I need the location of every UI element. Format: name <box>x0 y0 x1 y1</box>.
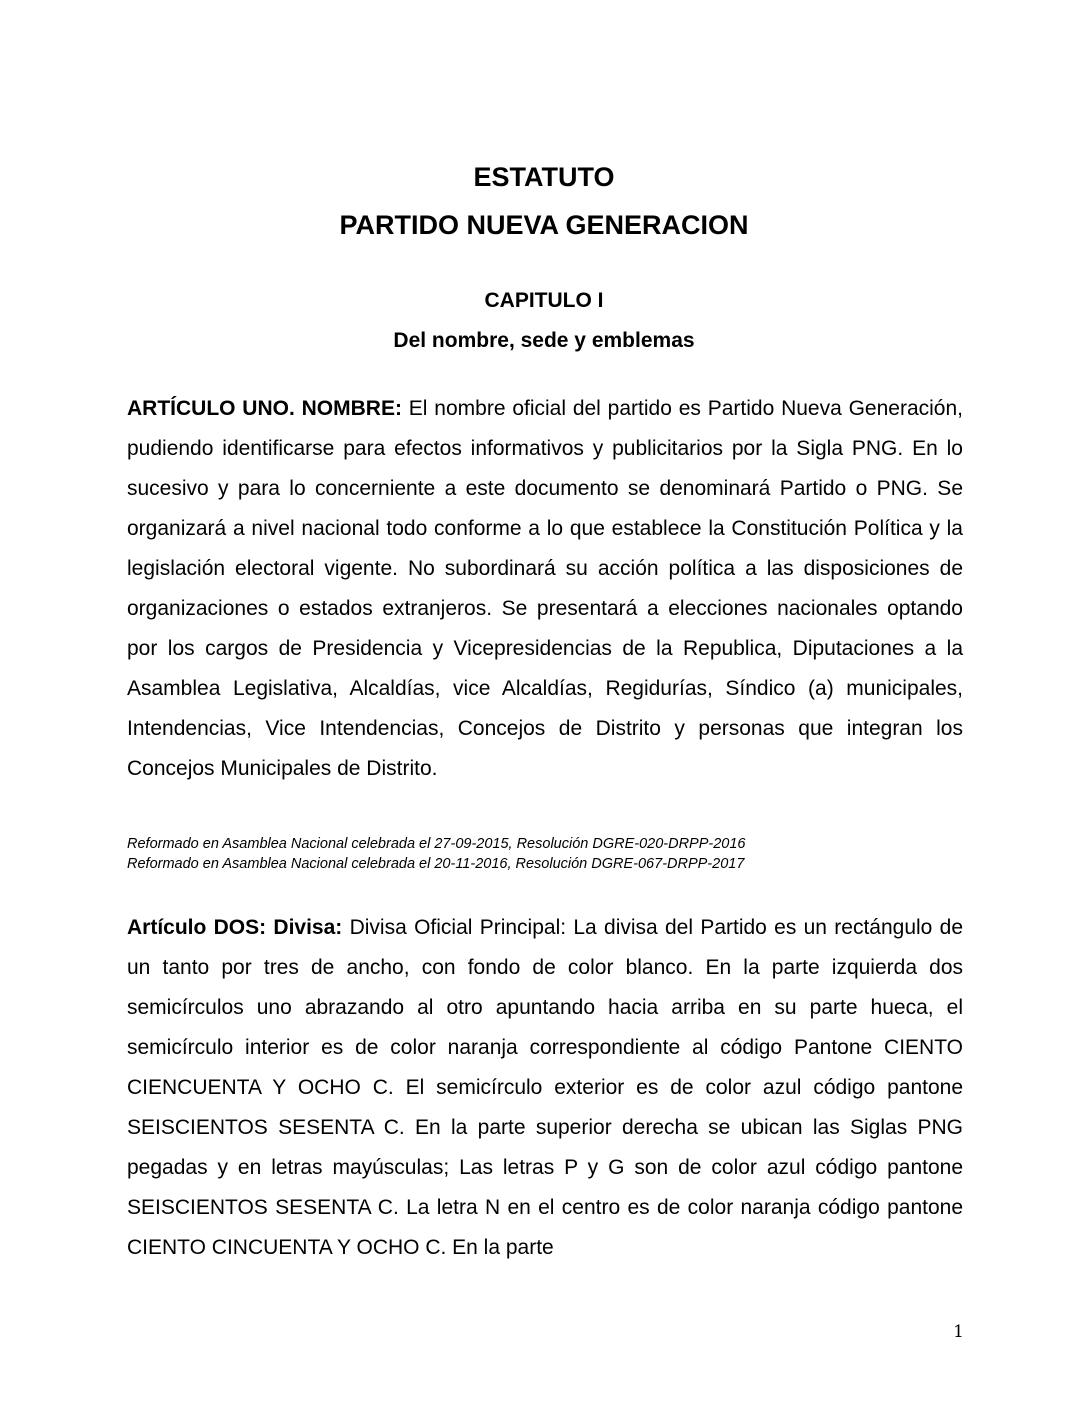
article-two-paragraph <box>127 908 963 1268</box>
article-one-lead: ARTÍCULO UNO. NOMBRE: <box>127 397 402 420</box>
reform-note: Reformado en Asamblea Nacional celebrada el 20-11-2016, Resolución DGRE-067-DRPP-2017 <box>127 856 745 872</box>
chapter-label: CAPITULO I <box>484 289 604 312</box>
document-title: ESTATUTO <box>473 162 615 192</box>
article-one-paragraph <box>127 389 963 789</box>
party-name-title: PARTIDO NUEVA GENERACION <box>339 210 749 240</box>
article-two-text: Divisa Oficial Principal: La divisa del Partido es un rectángulo de un tanto por tres de ancho, con fondo de color blanco. En la parte izquierda dos semicírculos uno abrazando al otro apuntando hacia arriba en su parte hueca, el semicírculo interior es de color naranja correspondiente al código Pantone CIENTO CIENCUENTA Y OCHO C. El semicírculo exterior es de color azul código pantone SEISCIENTOS SESENTA C. En la parte superior derecha se ubican las Siglas PNG pegadas y en letras mayúsculas; Las letras P y G son de color azul código pantone SEISCIENTOS SESENTA C. La letra N en el centro es de color naranja código pantone CIENTO CINCUENTA Y OCHO C. En la parte <box>127 916 963 1259</box>
reform-note: Reformado en Asamblea Nacional celebrada el 27-09-2015, Resolución DGRE-020-DRPP-2016 <box>127 836 746 852</box>
reform-notes <box>127 834 963 874</box>
page-number: 1 <box>953 1322 964 1342</box>
chapter-heading: Del nombre, sede y emblemas <box>393 329 695 352</box>
article-two-lead: Artículo DOS: Divisa: <box>127 916 343 939</box>
article-one-text: El nombre oficial del partido es Partido Nueva Generación, pudiendo identificarse para efectos informativos y publicitarios por la Sigla PNG. En lo sucesivo y para lo concerniente a este documento se denominará Partido o PNG. Se organizará a nivel nacional todo conforme a lo que establece la Constitución Política y la legislación electoral vigente. No subordinará su acción política a las disposiciones de organizaciones o estados extranjeros. Se presentará a elecciones nacionales optando por los cargos de Presidencia y Vicepresidencias de la Republica, Diputaciones a la Asamblea Legislativa, Alcaldías, vice Alcaldías, Regidurías, Síndico (a) municipales, Intendencias, Vice Intendencias, Concejos de Distrito y personas que integran los Concejos Municipales de Distrito. <box>127 397 963 780</box>
